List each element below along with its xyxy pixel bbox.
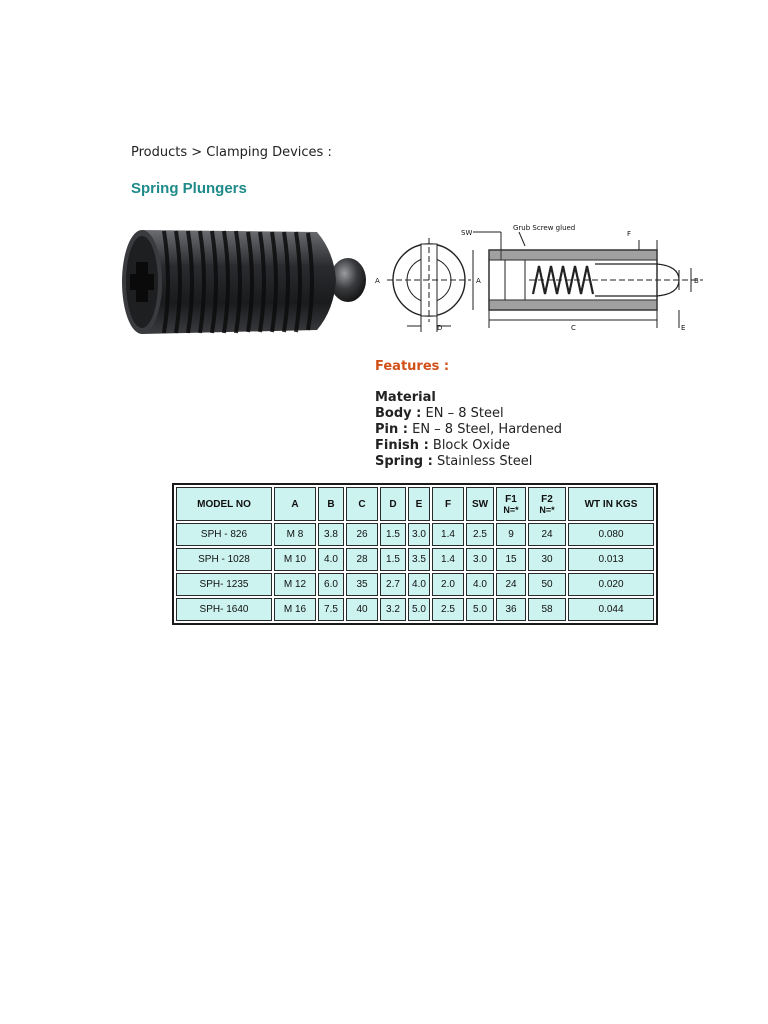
table-row bbox=[176, 573, 654, 596]
cell-c: 35 bbox=[346, 573, 378, 596]
feature-label: Body : bbox=[375, 406, 422, 421]
col-f2 bbox=[528, 487, 566, 521]
spring-plunger-photo bbox=[112, 222, 370, 348]
col-f1 bbox=[496, 487, 526, 521]
feature-value: Block Oxide bbox=[428, 438, 510, 453]
cell-f2: 50 bbox=[528, 573, 566, 596]
cell-b: 6.0 bbox=[318, 573, 344, 596]
cell-wt: 0.080 bbox=[568, 523, 654, 546]
cell-f2: 24 bbox=[528, 523, 566, 546]
features-heading: Features : bbox=[375, 359, 450, 374]
cell-c: 26 bbox=[346, 523, 378, 546]
col-sw: SW bbox=[466, 487, 494, 521]
cell-model: SPH- 1235 bbox=[176, 573, 272, 596]
cell-a: M 16 bbox=[274, 598, 316, 621]
cell-wt: 0.020 bbox=[568, 573, 654, 596]
cell-f1: 9 bbox=[496, 523, 526, 546]
cell-model: SPH - 1028 bbox=[176, 548, 272, 571]
cell-sw: 4.0 bbox=[466, 573, 494, 596]
cell-f1: 15 bbox=[496, 548, 526, 571]
cell-e: 3.0 bbox=[408, 523, 430, 546]
cell-f: 2.0 bbox=[432, 573, 464, 596]
dim-e-label: E bbox=[681, 324, 686, 332]
col-f2-label: F2 bbox=[541, 493, 553, 505]
cell-d: 1.5 bbox=[380, 548, 406, 571]
table-row bbox=[176, 548, 654, 571]
col-e: E bbox=[408, 487, 430, 521]
spec-table-container bbox=[172, 483, 658, 625]
cell-f: 1.4 bbox=[432, 548, 464, 571]
col-f1-label: F1 bbox=[505, 493, 517, 505]
dim-f-label: F bbox=[627, 230, 632, 238]
cell-c: 28 bbox=[346, 548, 378, 571]
col-f1-sub: N=* bbox=[503, 504, 519, 515]
cell-f2: 30 bbox=[528, 548, 566, 571]
table-header-row bbox=[176, 487, 654, 521]
feature-label: Pin : bbox=[375, 422, 408, 437]
grub-screw-label: Grub Screw glued bbox=[513, 224, 576, 232]
cell-a: M 12 bbox=[274, 573, 316, 596]
cell-d: 2.7 bbox=[380, 573, 406, 596]
dim-b-label: B bbox=[694, 277, 699, 285]
cell-wt: 0.044 bbox=[568, 598, 654, 621]
cell-f: 2.5 bbox=[432, 598, 464, 621]
col-d: D bbox=[380, 487, 406, 521]
cell-e: 5.0 bbox=[408, 598, 430, 621]
dim-a-right-label: A bbox=[476, 277, 481, 285]
col-f: F bbox=[432, 487, 464, 521]
feature-row-spring bbox=[375, 454, 562, 470]
dim-d-label: D bbox=[437, 324, 443, 332]
col-a: A bbox=[274, 487, 316, 521]
col-b: B bbox=[318, 487, 344, 521]
cell-sw: 2.5 bbox=[466, 523, 494, 546]
cell-a: M 8 bbox=[274, 523, 316, 546]
page-title: Spring Plungers bbox=[131, 180, 247, 197]
col-c: C bbox=[346, 487, 378, 521]
feature-value: Stainless Steel bbox=[432, 454, 533, 469]
cell-b: 4.0 bbox=[318, 548, 344, 571]
feature-label: Spring : bbox=[375, 454, 433, 469]
table-row bbox=[176, 523, 654, 546]
col-model: MODEL NO bbox=[176, 487, 272, 521]
cell-f2: 58 bbox=[528, 598, 566, 621]
material-title: Material bbox=[375, 390, 436, 405]
cell-sw: 3.0 bbox=[466, 548, 494, 571]
feature-row-finish bbox=[375, 438, 562, 454]
cell-model: SPH - 826 bbox=[176, 523, 272, 546]
cell-f1: 36 bbox=[496, 598, 526, 621]
cell-c: 40 bbox=[346, 598, 378, 621]
cell-b: 3.8 bbox=[318, 523, 344, 546]
cell-model: SPH- 1640 bbox=[176, 598, 272, 621]
table-row bbox=[176, 598, 654, 621]
cell-a: M 10 bbox=[274, 548, 316, 571]
cell-sw: 5.0 bbox=[466, 598, 494, 621]
cell-d: 3.2 bbox=[380, 598, 406, 621]
feature-row-body bbox=[375, 406, 562, 422]
features-list bbox=[375, 390, 562, 470]
cell-b: 7.5 bbox=[318, 598, 344, 621]
technical-drawing bbox=[373, 216, 703, 346]
feature-value: EN – 8 Steel, Hardened bbox=[407, 422, 563, 437]
cell-f: 1.4 bbox=[432, 523, 464, 546]
cell-d: 1.5 bbox=[380, 523, 406, 546]
cell-wt: 0.013 bbox=[568, 548, 654, 571]
dim-c-label: C bbox=[571, 324, 576, 332]
col-wt: WT IN KGS bbox=[568, 487, 654, 521]
dim-a-left-label: A bbox=[375, 277, 380, 285]
breadcrumb: Products > Clamping Devices : bbox=[131, 145, 332, 160]
cell-e: 3.5 bbox=[408, 548, 430, 571]
feature-value: EN – 8 Steel bbox=[421, 406, 504, 421]
feature-row-pin bbox=[375, 422, 562, 438]
cell-f1: 24 bbox=[496, 573, 526, 596]
col-f2-sub: N=* bbox=[539, 504, 555, 515]
dim-sw-label: SW bbox=[461, 229, 473, 237]
cell-e: 4.0 bbox=[408, 573, 430, 596]
feature-label: Finish : bbox=[375, 438, 429, 453]
spec-table bbox=[172, 483, 658, 625]
